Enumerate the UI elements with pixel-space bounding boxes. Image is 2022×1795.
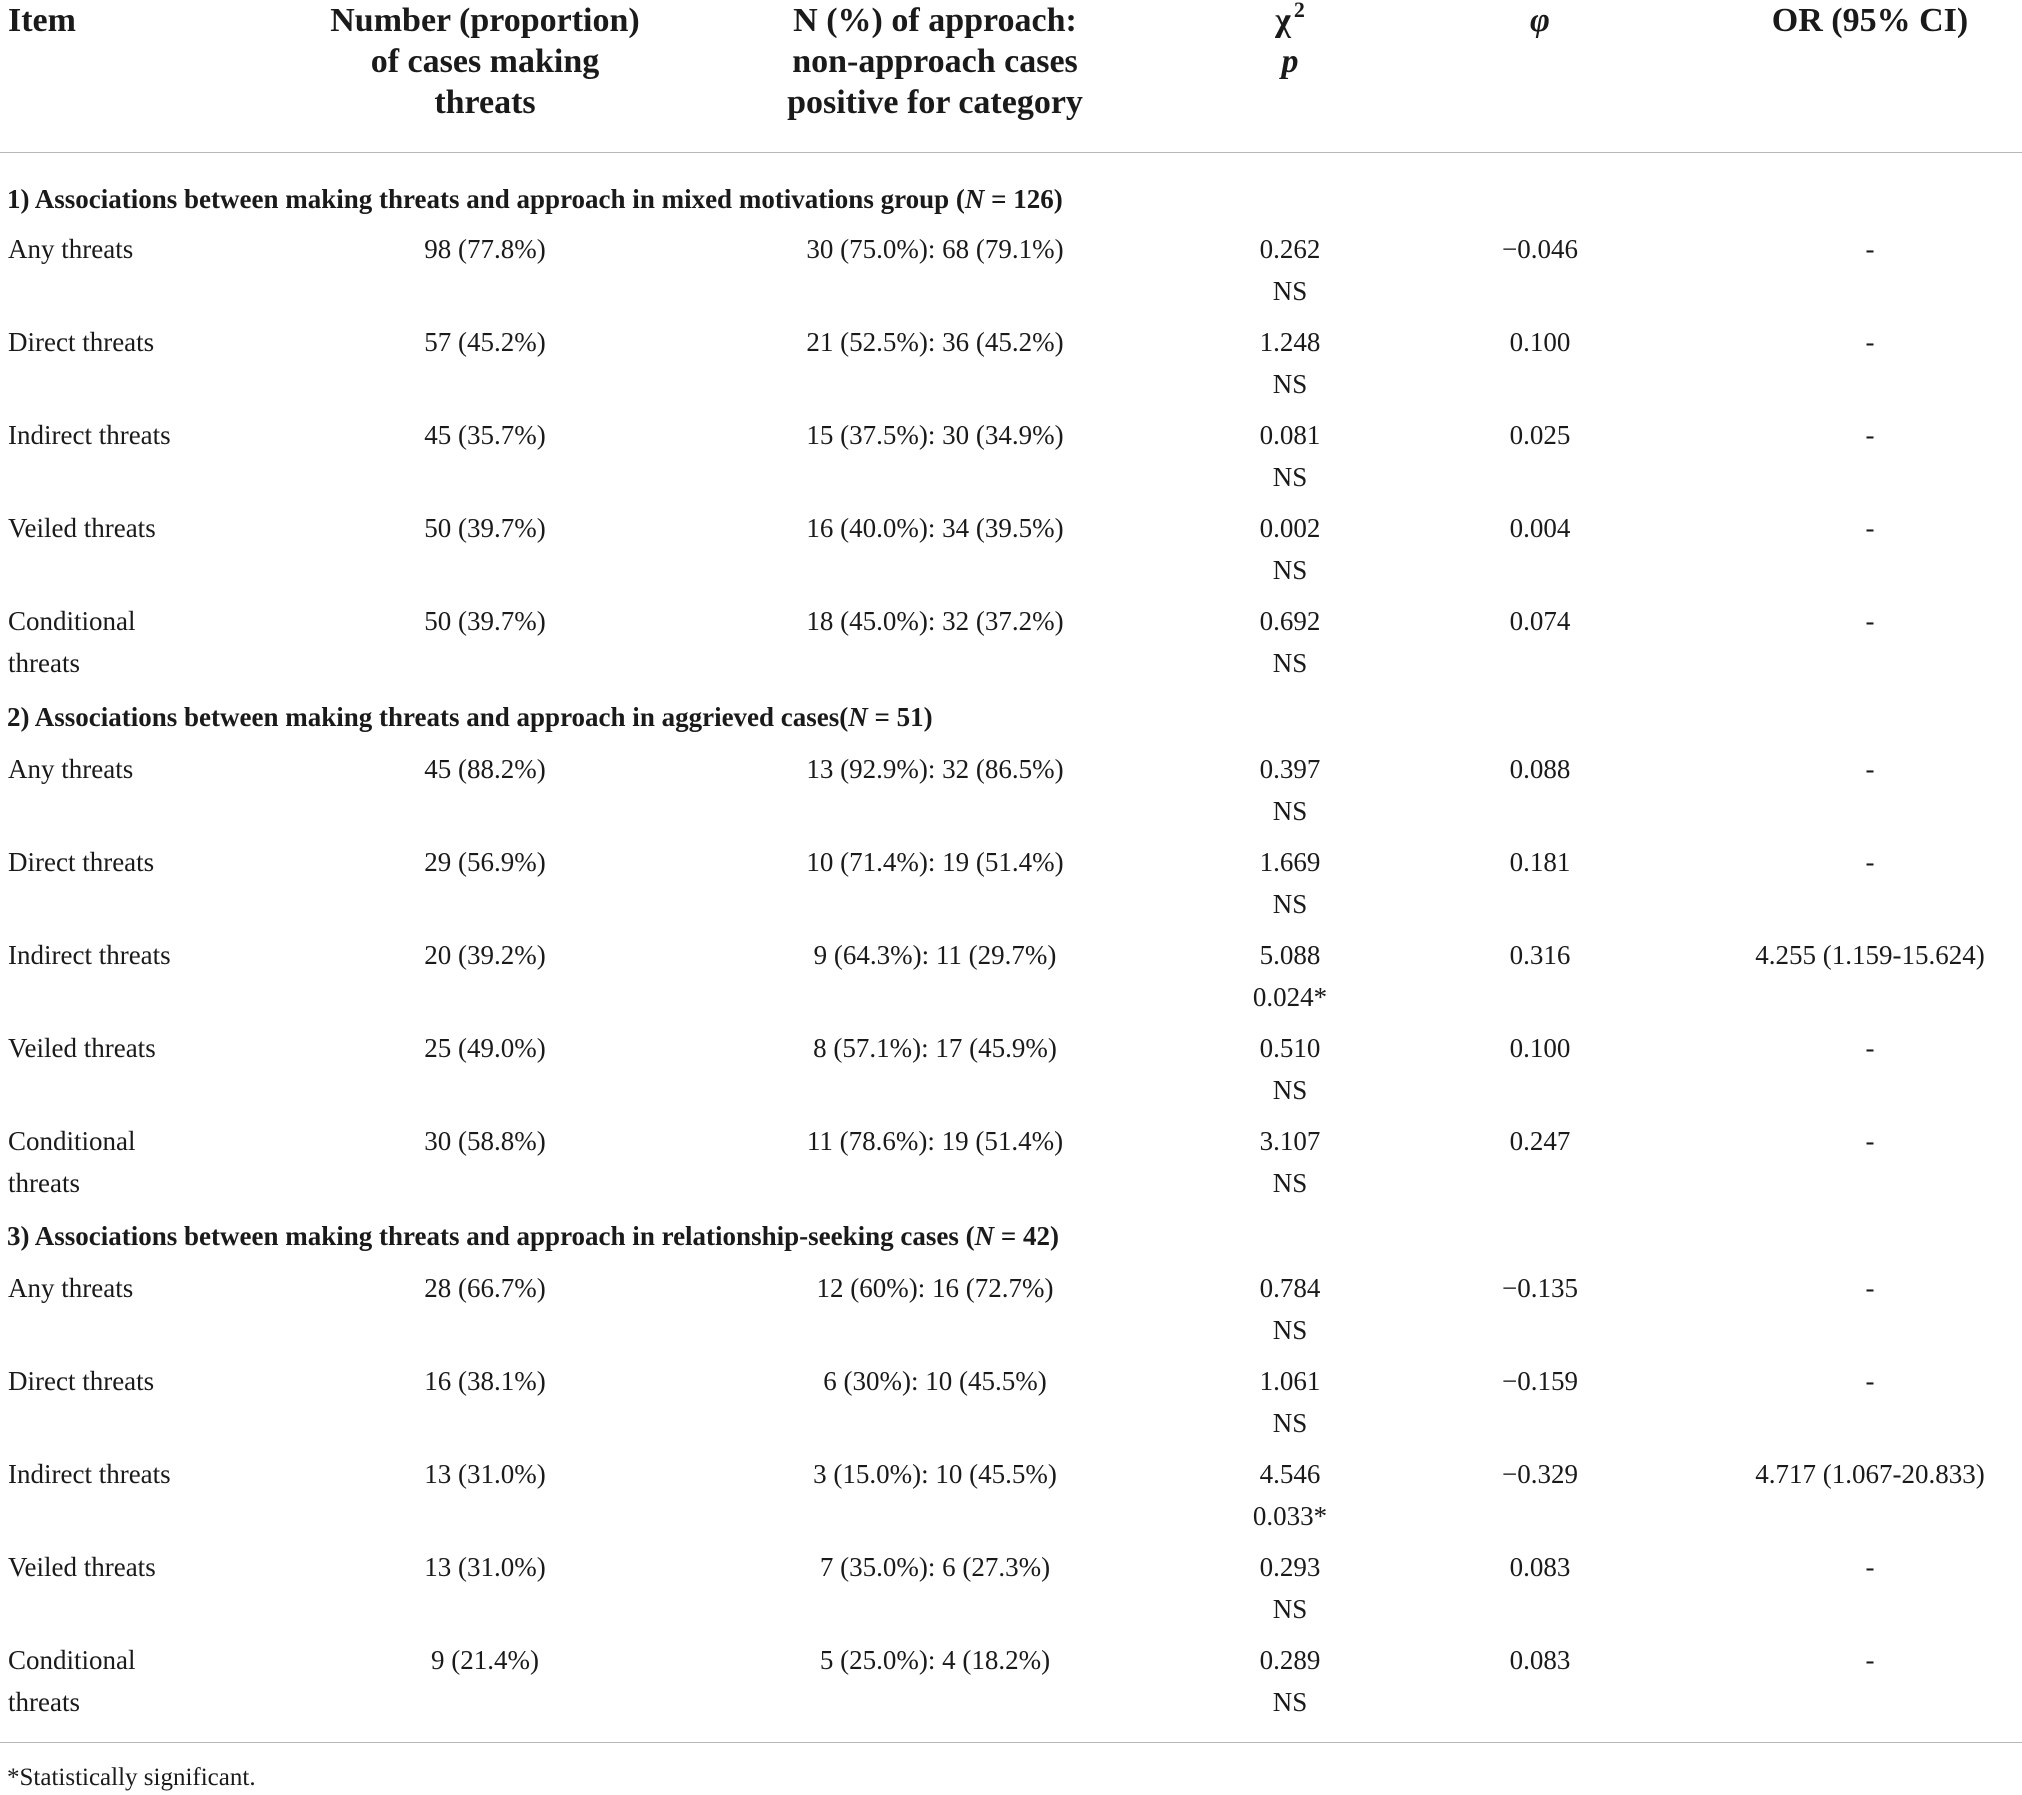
approach-cell: 13 (92.9%): 32 (86.5%) [806,754,1064,784]
or-cell: - [1865,1645,1875,1675]
phi-cell: −0.159 [1502,1366,1578,1396]
item-cell: Veiled threats [8,513,156,543]
approach-cell: 30 (75.0%): 68 (79.1%) [806,234,1064,264]
number-cell: 45 (88.2%) [424,754,546,784]
section-title-n: N [848,702,868,732]
approach-cell: 16 (40.0%): 34 (39.5%) [806,513,1064,543]
chi-cell [1235,841,1345,925]
header-item: Item [8,2,76,39]
chi-value: 0.692 [1259,606,1321,636]
chi-cell [1235,1120,1345,1204]
section-title-text: 1) Associations between making threats and approach in mixed motivations group ( [7,184,965,214]
p-value: NS [1272,462,1308,492]
approach-cell: 3 (15.0%): 10 (45.5%) [813,1459,1057,1489]
number-cell: 57 (45.2%) [424,327,546,357]
item-cell: Any threats [8,234,134,264]
phi-cell: 0.100 [1509,1033,1571,1063]
approach-cell: 15 (37.5%): 30 (34.9%) [806,420,1064,450]
chi-cell [1235,1267,1345,1351]
chi-cell [1235,600,1345,684]
p-value: NS [1272,369,1308,399]
chi-value: 1.248 [1259,327,1321,357]
approach-cell: 11 (78.6%): 19 (51.4%) [806,1126,1064,1156]
item-cell: Conditional threats [8,606,136,678]
p-value: NS [1272,1594,1308,1624]
chi-value: 0.289 [1259,1645,1321,1675]
chi-cell [1235,1360,1345,1444]
or-cell: - [1865,606,1875,636]
phi-cell: 0.100 [1509,327,1571,357]
or-cell: - [1865,1366,1875,1396]
section-title-text: 2) Associations between making threats and approach in aggrieved cases( [7,702,849,732]
number-cell: 30 (58.8%) [424,1126,546,1156]
number-cell: 13 (31.0%) [424,1459,546,1489]
or-cell: - [1865,1126,1875,1156]
table-row [0,321,2022,415]
table-row [0,1453,2022,1547]
p-value: 0.024* [1252,982,1328,1012]
or-cell: - [1865,420,1875,450]
header-approach-line: N (%) of approach: [793,2,1077,39]
chi-value: 0.081 [1259,420,1321,450]
approach-cell: 7 (35.0%): 6 (27.3%) [819,1552,1051,1582]
or-cell: 4.717 (1.067-20.833) [1755,1459,1985,1489]
p-value: NS [1272,1168,1308,1198]
header-chi-square [1235,0,1345,82]
approach-cell: 18 (45.0%): 32 (37.2%) [806,606,1064,636]
approach-cell: 6 (30%): 10 (45.5%) [823,1366,1047,1396]
or-cell: 4.255 (1.159-15.624) [1755,940,1985,970]
p-value: NS [1272,1687,1308,1717]
phi-cell: 0.181 [1509,847,1571,877]
chi-cell [1235,507,1345,591]
table-row [0,1120,2022,1214]
p-value: NS [1272,648,1308,678]
table-row [0,1267,2022,1361]
or-cell: - [1865,1552,1875,1582]
table-row [0,748,2022,842]
item-cell: Any threats [8,754,134,784]
table-row [0,1639,2022,1733]
chi-value: 5.088 [1259,940,1321,970]
p-value: NS [1272,1315,1308,1345]
or-cell: - [1865,513,1875,543]
phi-cell: −0.135 [1502,1273,1578,1303]
item-cell: Veiled threats [8,1552,156,1582]
chi-value: 3.107 [1259,1126,1321,1156]
p-value: 0.033* [1252,1501,1328,1531]
chi-value: 0.397 [1259,754,1321,784]
header-approach-line: positive for category [787,84,1083,121]
item-cell: Any threats [8,1273,134,1303]
footer-rule [0,1742,2022,1743]
header-odds-ratio: OR (95% CI) [1771,2,1969,39]
section-title-n: N [964,184,985,214]
phi-cell: 0.074 [1509,606,1571,636]
number-cell: 98 (77.8%) [424,234,546,264]
section-title-count: = 51) [867,702,933,732]
chi-value: 0.002 [1259,513,1321,543]
approach-cell: 12 (60%): 16 (72.7%) [816,1273,1054,1303]
number-cell: 13 (31.0%) [424,1552,546,1582]
table-row [0,1027,2022,1121]
header-approach-line: non-approach cases [792,43,1078,80]
footnote: *Statistically significant. [7,1764,256,1791]
header-approach-counts [735,0,1135,123]
number-cell: 20 (39.2%) [424,940,546,970]
item-cell: Direct threats [8,1366,155,1396]
table-row [0,228,2022,322]
chi-cell [1235,321,1345,405]
section-title-text: 3) Associations between making threats and approach in relationship-seeking cases ( [7,1221,975,1251]
item-cell: Indirect threats [8,940,171,970]
table-row [0,1360,2022,1454]
number-cell: 9 (21.4%) [431,1645,539,1675]
chi-cell [1235,1546,1345,1630]
header-number-line: of cases making [370,43,600,80]
p-value: NS [1272,1408,1308,1438]
item-cell: Veiled threats [8,1033,156,1063]
header-number-line: Number (proportion) [330,2,640,39]
chi-cell [1235,934,1345,1018]
chi-value: 4.546 [1259,1459,1321,1489]
phi-cell: 0.083 [1509,1645,1571,1675]
header-chi-superscript: 2 [1293,0,1305,22]
chi-cell [1235,228,1345,312]
section-title [7,700,933,734]
or-cell: - [1865,327,1875,357]
number-cell: 50 (39.7%) [424,606,546,636]
or-cell: - [1865,234,1875,264]
header-rule [0,152,2022,153]
chi-value: 0.784 [1259,1273,1321,1303]
phi-cell: 0.316 [1509,940,1571,970]
header-number-line: threats [434,84,536,121]
approach-cell: 9 (64.3%): 11 (29.7%) [813,940,1057,970]
table-row [0,841,2022,935]
item-cell: Conditional threats [8,1645,136,1717]
p-value: NS [1272,276,1308,306]
chi-value: 0.293 [1259,1552,1321,1582]
phi-cell: −0.046 [1502,234,1578,264]
section-title-n: N [974,1221,995,1251]
number-cell: 50 (39.7%) [424,513,546,543]
or-cell: - [1865,754,1875,784]
table-row [0,507,2022,601]
p-value: NS [1272,889,1308,919]
chi-value: 0.262 [1259,234,1321,264]
section-title-count: = 126) [984,184,1063,214]
section-title [7,182,1063,216]
item-cell: Indirect threats [8,1459,171,1489]
table-row [0,934,2022,1028]
number-cell: 29 (56.9%) [424,847,546,877]
p-value: NS [1272,555,1308,585]
chi-cell [1235,748,1345,832]
header-p-symbol: p [1281,43,1299,80]
phi-cell: 0.025 [1509,420,1571,450]
phi-cell: 0.083 [1509,1552,1571,1582]
chi-value: 0.510 [1259,1033,1321,1063]
approach-cell: 5 (25.0%): 4 (18.2%) [819,1645,1051,1675]
table-row [0,414,2022,508]
phi-cell: −0.329 [1502,1459,1578,1489]
chi-value: 1.669 [1259,847,1321,877]
item-cell: Direct threats [8,327,155,357]
chi-value: 1.061 [1259,1366,1321,1396]
number-cell: 45 (35.7%) [424,420,546,450]
number-cell: 16 (38.1%) [424,1366,546,1396]
chi-cell [1235,1639,1345,1723]
section-title-count: = 42) [994,1221,1059,1251]
section-title [7,1219,1059,1253]
item-cell: Indirect threats [8,420,171,450]
header-chi-symbol: χ [1275,2,1291,39]
approach-cell: 21 (52.5%): 36 (45.2%) [806,327,1064,357]
table-row [0,600,2022,694]
chi-cell [1235,1027,1345,1111]
header-number-proportion [285,0,685,123]
number-cell: 25 (49.0%) [424,1033,546,1063]
phi-cell: 0.088 [1509,754,1571,784]
phi-cell: 0.247 [1509,1126,1571,1156]
phi-cell: 0.004 [1509,513,1571,543]
header-phi: φ [1530,2,1550,39]
or-cell: - [1865,847,1875,877]
p-value: NS [1272,1075,1308,1105]
p-value: NS [1272,796,1308,826]
chi-cell [1235,1453,1345,1537]
item-cell: Direct threats [8,847,155,877]
table-row [0,1546,2022,1640]
or-cell: - [1865,1273,1875,1303]
chi-cell [1235,414,1345,498]
number-cell: 28 (66.7%) [424,1273,546,1303]
or-cell: - [1865,1033,1875,1063]
item-cell: Conditional threats [8,1126,136,1198]
approach-cell: 8 (57.1%): 17 (45.9%) [813,1033,1057,1063]
approach-cell: 10 (71.4%): 19 (51.4%) [806,847,1064,877]
